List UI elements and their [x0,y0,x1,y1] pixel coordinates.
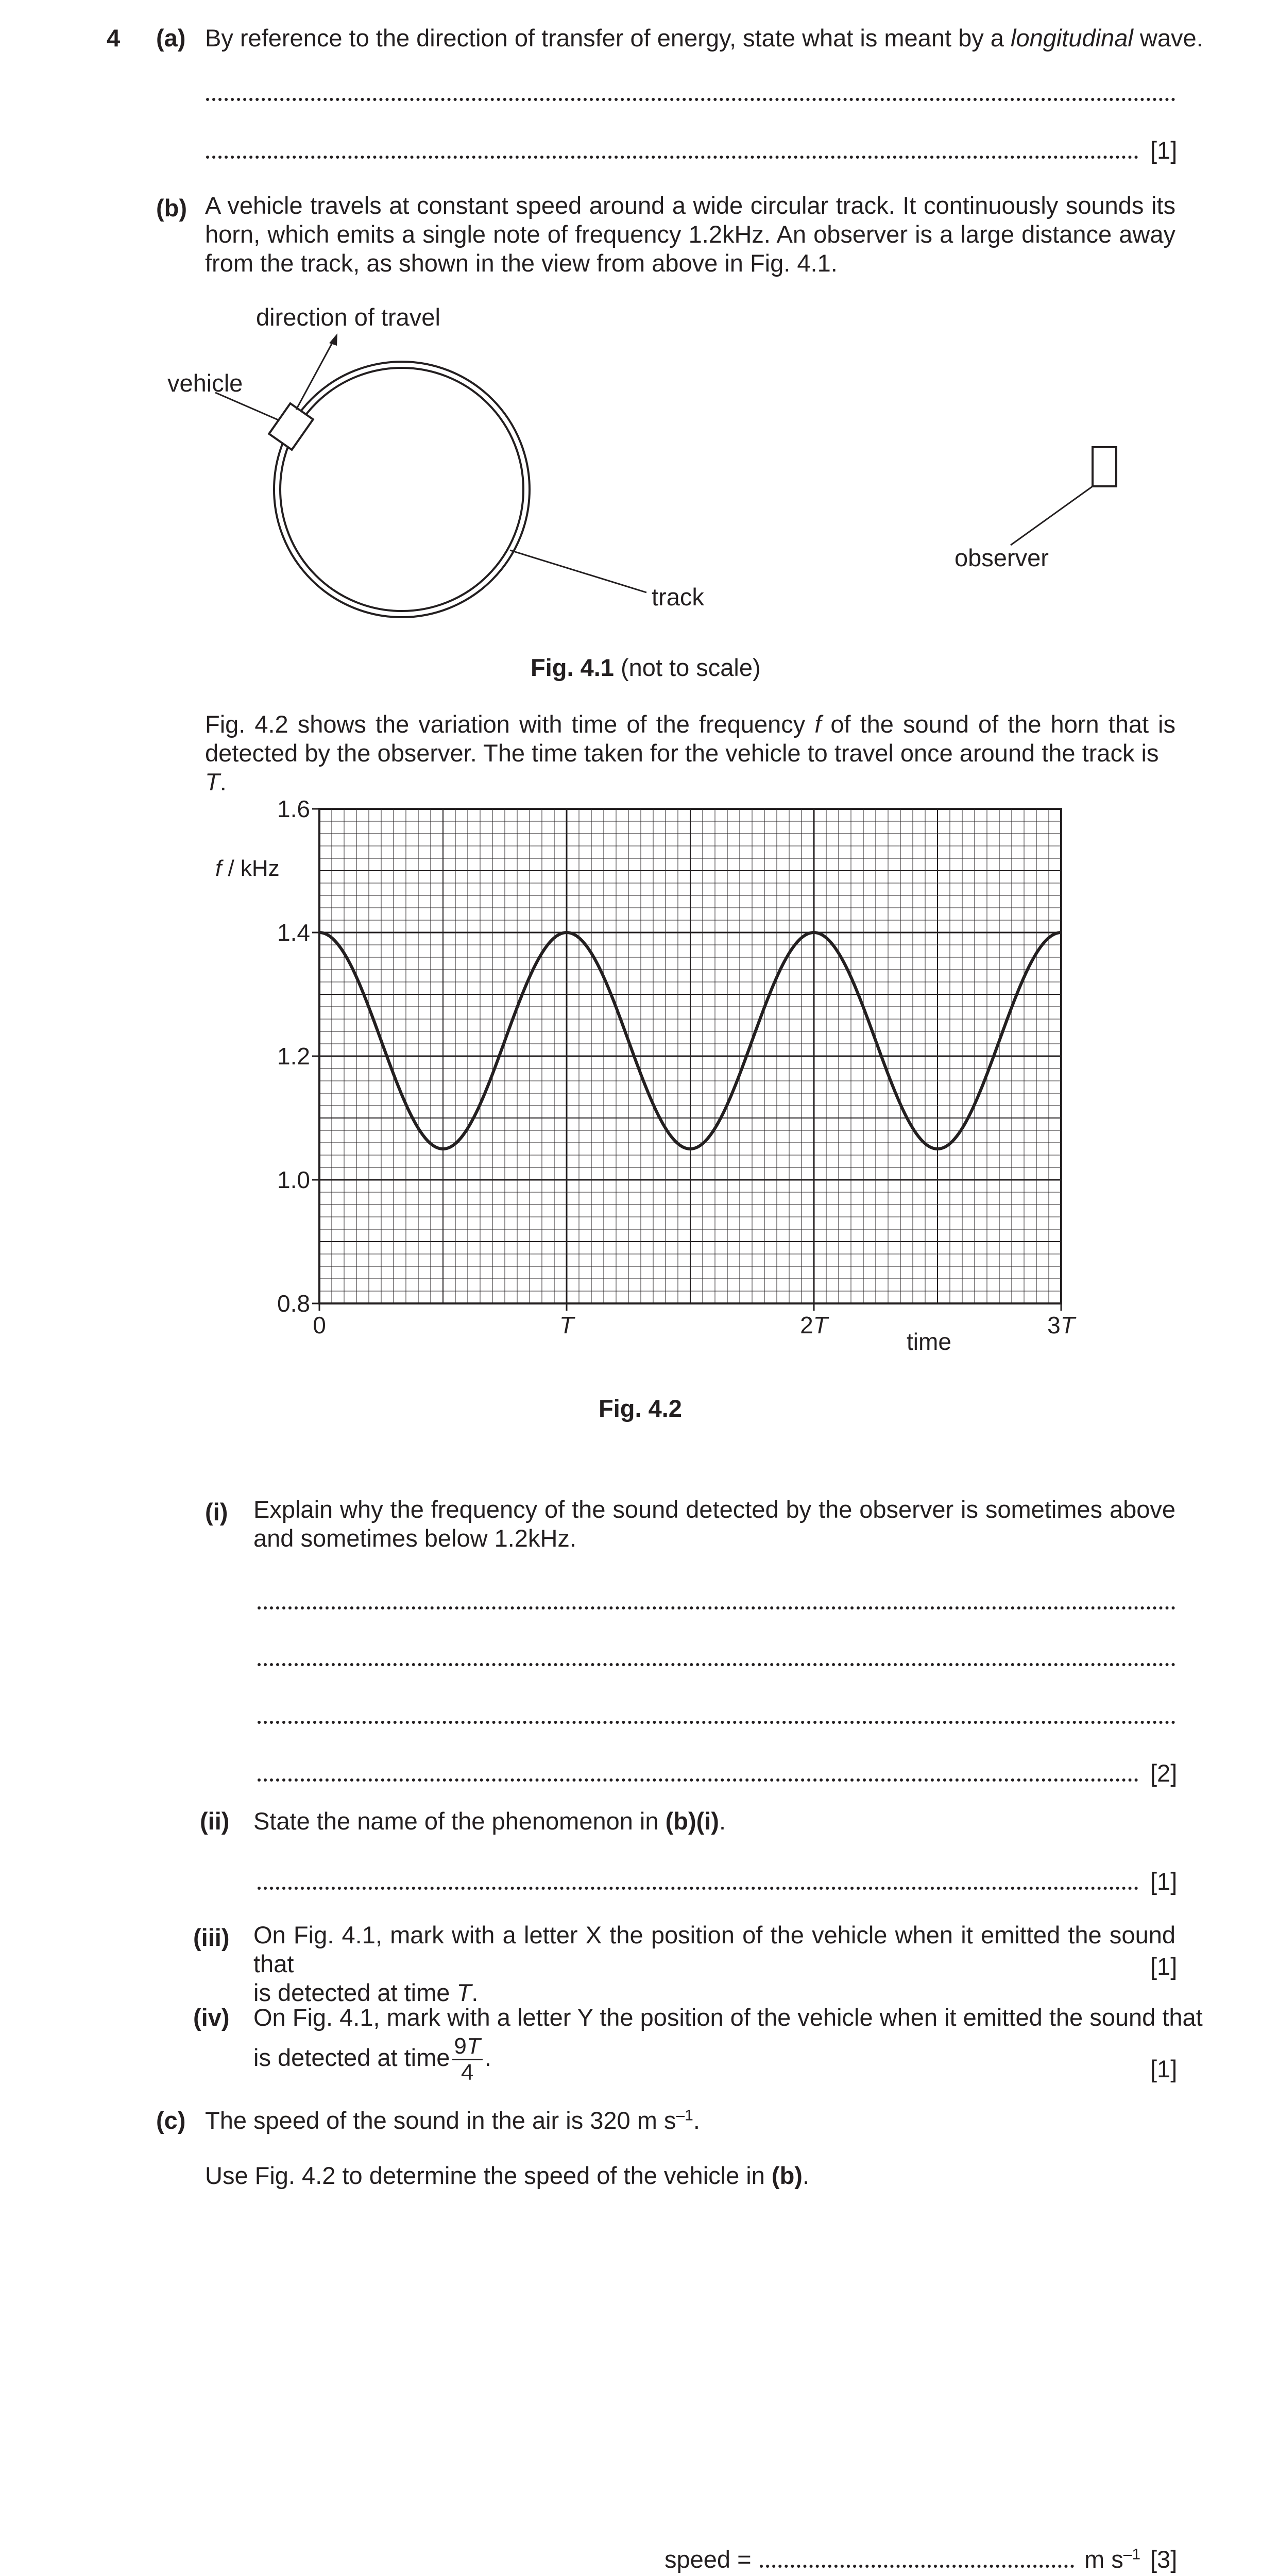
part-a-label: (a) [156,24,186,52]
x-tick-label: 0 [313,1312,326,1338]
chart-x-axis-label: time [907,1328,951,1355]
speed-answer-label: speed = [664,2546,752,2573]
fig-4-1-caption: Fig. 4.1 (not to scale) [531,654,761,681]
answer-line-bi-2[interactable] [258,1663,1175,1666]
fraction-9t-over-4: $\frac{9T}{4}$ [452,2034,482,2085]
speed-unit: m $s^{-1}$ [1084,2546,1141,2573]
part-b-iv-line1: On Fig. 4.1, mark with a letter Y the position of the vehicle when it emitted the sound that [253,2004,1203,2031]
label-vehicle: vehicle [167,369,243,397]
chart-ticks [312,809,1061,1311]
answer-line-bii[interactable] [258,1887,1138,1890]
part-b-text: A vehicle travels at constant speed around a wide circular track. It continuously sounds its horn, which emits a single note of frequency 1.2kHz. An observer is a large distance away from the track, as shown in the view from above in Fig. 4.1. [205,192,1175,277]
chart-y-tick-labels [277,795,310,1317]
x-tick-label: 2T [800,1312,828,1338]
y-tick-label: 1.4 [277,919,310,946]
part-b-ii-marks: [1] [1150,1868,1178,1895]
fig-4-2-intro-line1: Fig. 4.2 shows the variation with time of the frequency f of the sound of the horn that is [205,710,1175,738]
label-direction-of-travel: direction of travel [256,303,440,331]
part-b-iii-line2: is detected at time T. [253,1979,479,2006]
part-b-iii-text: On Fig. 4.1, mark with a letter X the position of the vehicle when it emitted the sound that is detected at time T. [253,1921,1175,2006]
label-track: track [652,583,704,611]
part-b-ii-text: State the name of the phenomenon in (b)(i). [253,1807,726,1835]
answer-line-bi-3[interactable] [258,1721,1175,1724]
part-b-iii-marks: [1] [1150,1953,1178,1980]
fig-4-2-caption: Fig. 4.2 [599,1395,682,1422]
part-c-marks: [3] [1150,2546,1178,2573]
fig-4-2-intro-line2: detected by the observer. The time taken for the vehicle to travel once around the track is T. [205,739,1159,795]
part-c-line2: Use Fig. 4.2 to determine the speed of the vehicle in (b). [205,2162,809,2189]
y-tick-label: 1.0 [277,1166,310,1193]
part-b-label: (b) [156,194,188,222]
y-tick-label: 0.8 [277,1290,310,1317]
part-c-line1: The speed of the sound in the air is 320 m $s^{-1}$. [205,2107,700,2134]
label-observer: observer [955,544,1049,571]
part-b-i-label: (i) [205,1498,228,1526]
part-b-iv-line2: is detected at time $\frac{9T}{4}$ . [253,2033,491,2085]
part-b-i-marks: [2] [1150,1759,1178,1787]
part-b-i-text: Explain why the frequency of the sound detected by the observer is sometimes above and sometimes below 1.2kHz. [253,1496,1175,1552]
question-number: 4 [107,24,121,52]
answer-line-bi-1[interactable] [258,1606,1175,1609]
chart-y-axis-label: f / kHz [215,856,280,881]
part-c-label: (c) [156,2107,186,2134]
part-a-marks: [1] [1150,137,1178,164]
answer-line-bi-4[interactable] [258,1778,1138,1782]
speed-answer-line[interactable] [760,2565,1074,2568]
y-tick-label: 1.6 [277,795,310,822]
x-tick-label: 3T [1047,1312,1075,1338]
part-b-iv-marks: [1] [1150,2055,1178,2082]
y-tick-label: 1.2 [277,1043,310,1070]
part-a-question: By reference to the direction of transfer of energy, state what is meant by a longitudinal wave. [205,24,1203,52]
part-b-ii-label: (ii) [200,1807,230,1835]
part-b-iii-label: (iii) [193,1924,230,1951]
part-b-iv-label: (iv) [193,2004,230,2031]
x-tick-label: T [559,1312,574,1338]
chart-x-tick-labels [313,1312,1077,1338]
